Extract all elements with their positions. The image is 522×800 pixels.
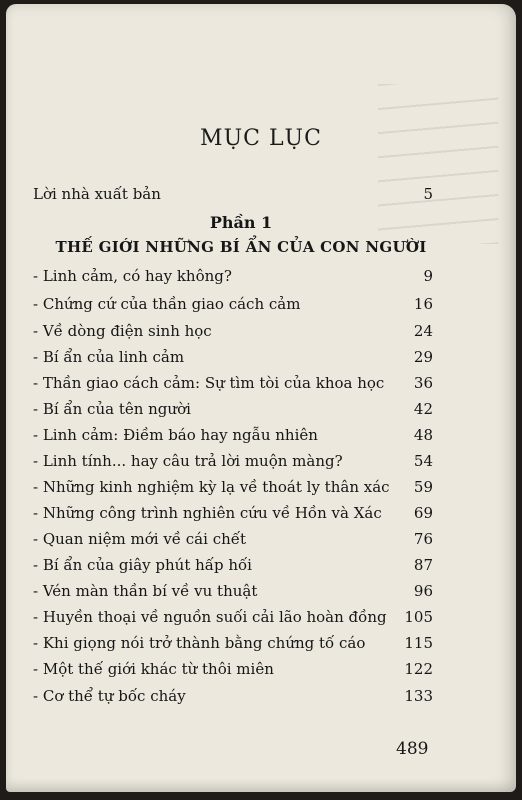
part-subtitle: THẾ GIỚI NHỮNG BÍ ẨN CỦA CON NGƯỜI xyxy=(55,238,427,256)
toc-entry-page: 105 xyxy=(404,608,433,626)
toc-entry-page: 24 xyxy=(413,322,433,340)
toc-entry-title: - Cơ thể tự bốc cháy xyxy=(33,687,186,705)
toc-entry xyxy=(33,556,433,574)
toc-entry-title: - Bí ẩn của giây phút hấp hối xyxy=(33,556,252,574)
toc-entry xyxy=(33,426,433,444)
toc-entry xyxy=(33,267,433,285)
toc-preface xyxy=(33,185,433,203)
toc-entry-title: - Linh tính... hay câu trả lời muộn màng? xyxy=(33,452,343,470)
toc-entry-title: - Thần giao cách cảm: Sự tìm tòi của khoa học xyxy=(33,374,385,392)
toc-entry xyxy=(33,504,433,522)
toc-entry-page: 54 xyxy=(413,452,433,470)
toc-entry-page: 16 xyxy=(413,295,433,313)
toc-entry-title: - Bí ẩn của linh cảm xyxy=(33,348,185,366)
toc-entry-page: 48 xyxy=(413,426,433,444)
toc-entry-page: 115 xyxy=(404,634,433,652)
toc-entry xyxy=(33,374,433,392)
toc-entry-title: - Một thế giới khác từ thôi miên xyxy=(33,660,274,678)
toc-entry-title: Lời nhà xuất bản xyxy=(33,185,161,203)
toc-entry xyxy=(33,660,433,678)
toc-entry-page: 36 xyxy=(413,374,433,392)
toc-entry xyxy=(33,452,433,470)
toc-entry xyxy=(33,400,433,418)
toc-entry-title: - Linh cảm, có hay không? xyxy=(33,267,232,285)
toc-entry-title: - Bí ẩn của tên người xyxy=(33,400,191,418)
toc-entry-page: 59 xyxy=(413,478,433,496)
toc-entry xyxy=(33,478,433,496)
toc-entry-title: - Khi giọng nói trở thành bằng chứng tố cáo xyxy=(33,634,366,652)
book-page xyxy=(6,4,516,792)
toc-entry xyxy=(33,348,433,366)
toc-entry xyxy=(33,687,433,705)
toc-entry-page: 122 xyxy=(404,660,433,678)
toc-entry xyxy=(33,608,433,626)
toc-entry-title: - Vén màn thần bí về vu thuật xyxy=(33,582,258,600)
toc-entry-page: 133 xyxy=(404,687,433,705)
toc-entry-title: - Những công trình nghiên cứu về Hồn và Xác xyxy=(33,504,382,522)
toc-entry xyxy=(33,530,433,548)
toc-entry xyxy=(33,322,433,340)
toc-entry-page: 9 xyxy=(423,267,433,285)
toc-entry-page: 29 xyxy=(413,348,433,366)
toc-entry-page: 69 xyxy=(413,504,433,522)
toc-entry xyxy=(33,582,433,600)
toc-entry-title: - Chứng cứ của thần giao cách cảm xyxy=(33,295,301,313)
toc-entry xyxy=(33,634,433,652)
page-title: MỤC LỤC xyxy=(200,126,322,151)
toc-entry-page: 76 xyxy=(413,530,433,548)
toc-entry-page: 5 xyxy=(423,185,433,203)
toc-entry-page: 87 xyxy=(413,556,433,574)
toc-entry-title: - Quan niệm mới về cái chết xyxy=(33,530,247,548)
toc-entry-title: - Về dòng điện sinh học xyxy=(33,322,212,340)
toc-entry-page: 42 xyxy=(413,400,433,418)
part-heading: Phần 1 xyxy=(209,213,273,232)
toc-entry-page: 96 xyxy=(413,582,433,600)
toc-entry-title: - Những kinh nghiệm kỳ lạ về thoát ly thân xác xyxy=(33,478,390,496)
toc-entry xyxy=(33,295,433,313)
toc-entry-title: - Huyền thoại về nguồn suối cải lão hoàn đồng xyxy=(33,608,387,626)
toc-entry-title: - Linh cảm: Điềm báo hay ngẫu nhiên xyxy=(33,426,318,444)
page-number: 489 xyxy=(396,739,429,759)
